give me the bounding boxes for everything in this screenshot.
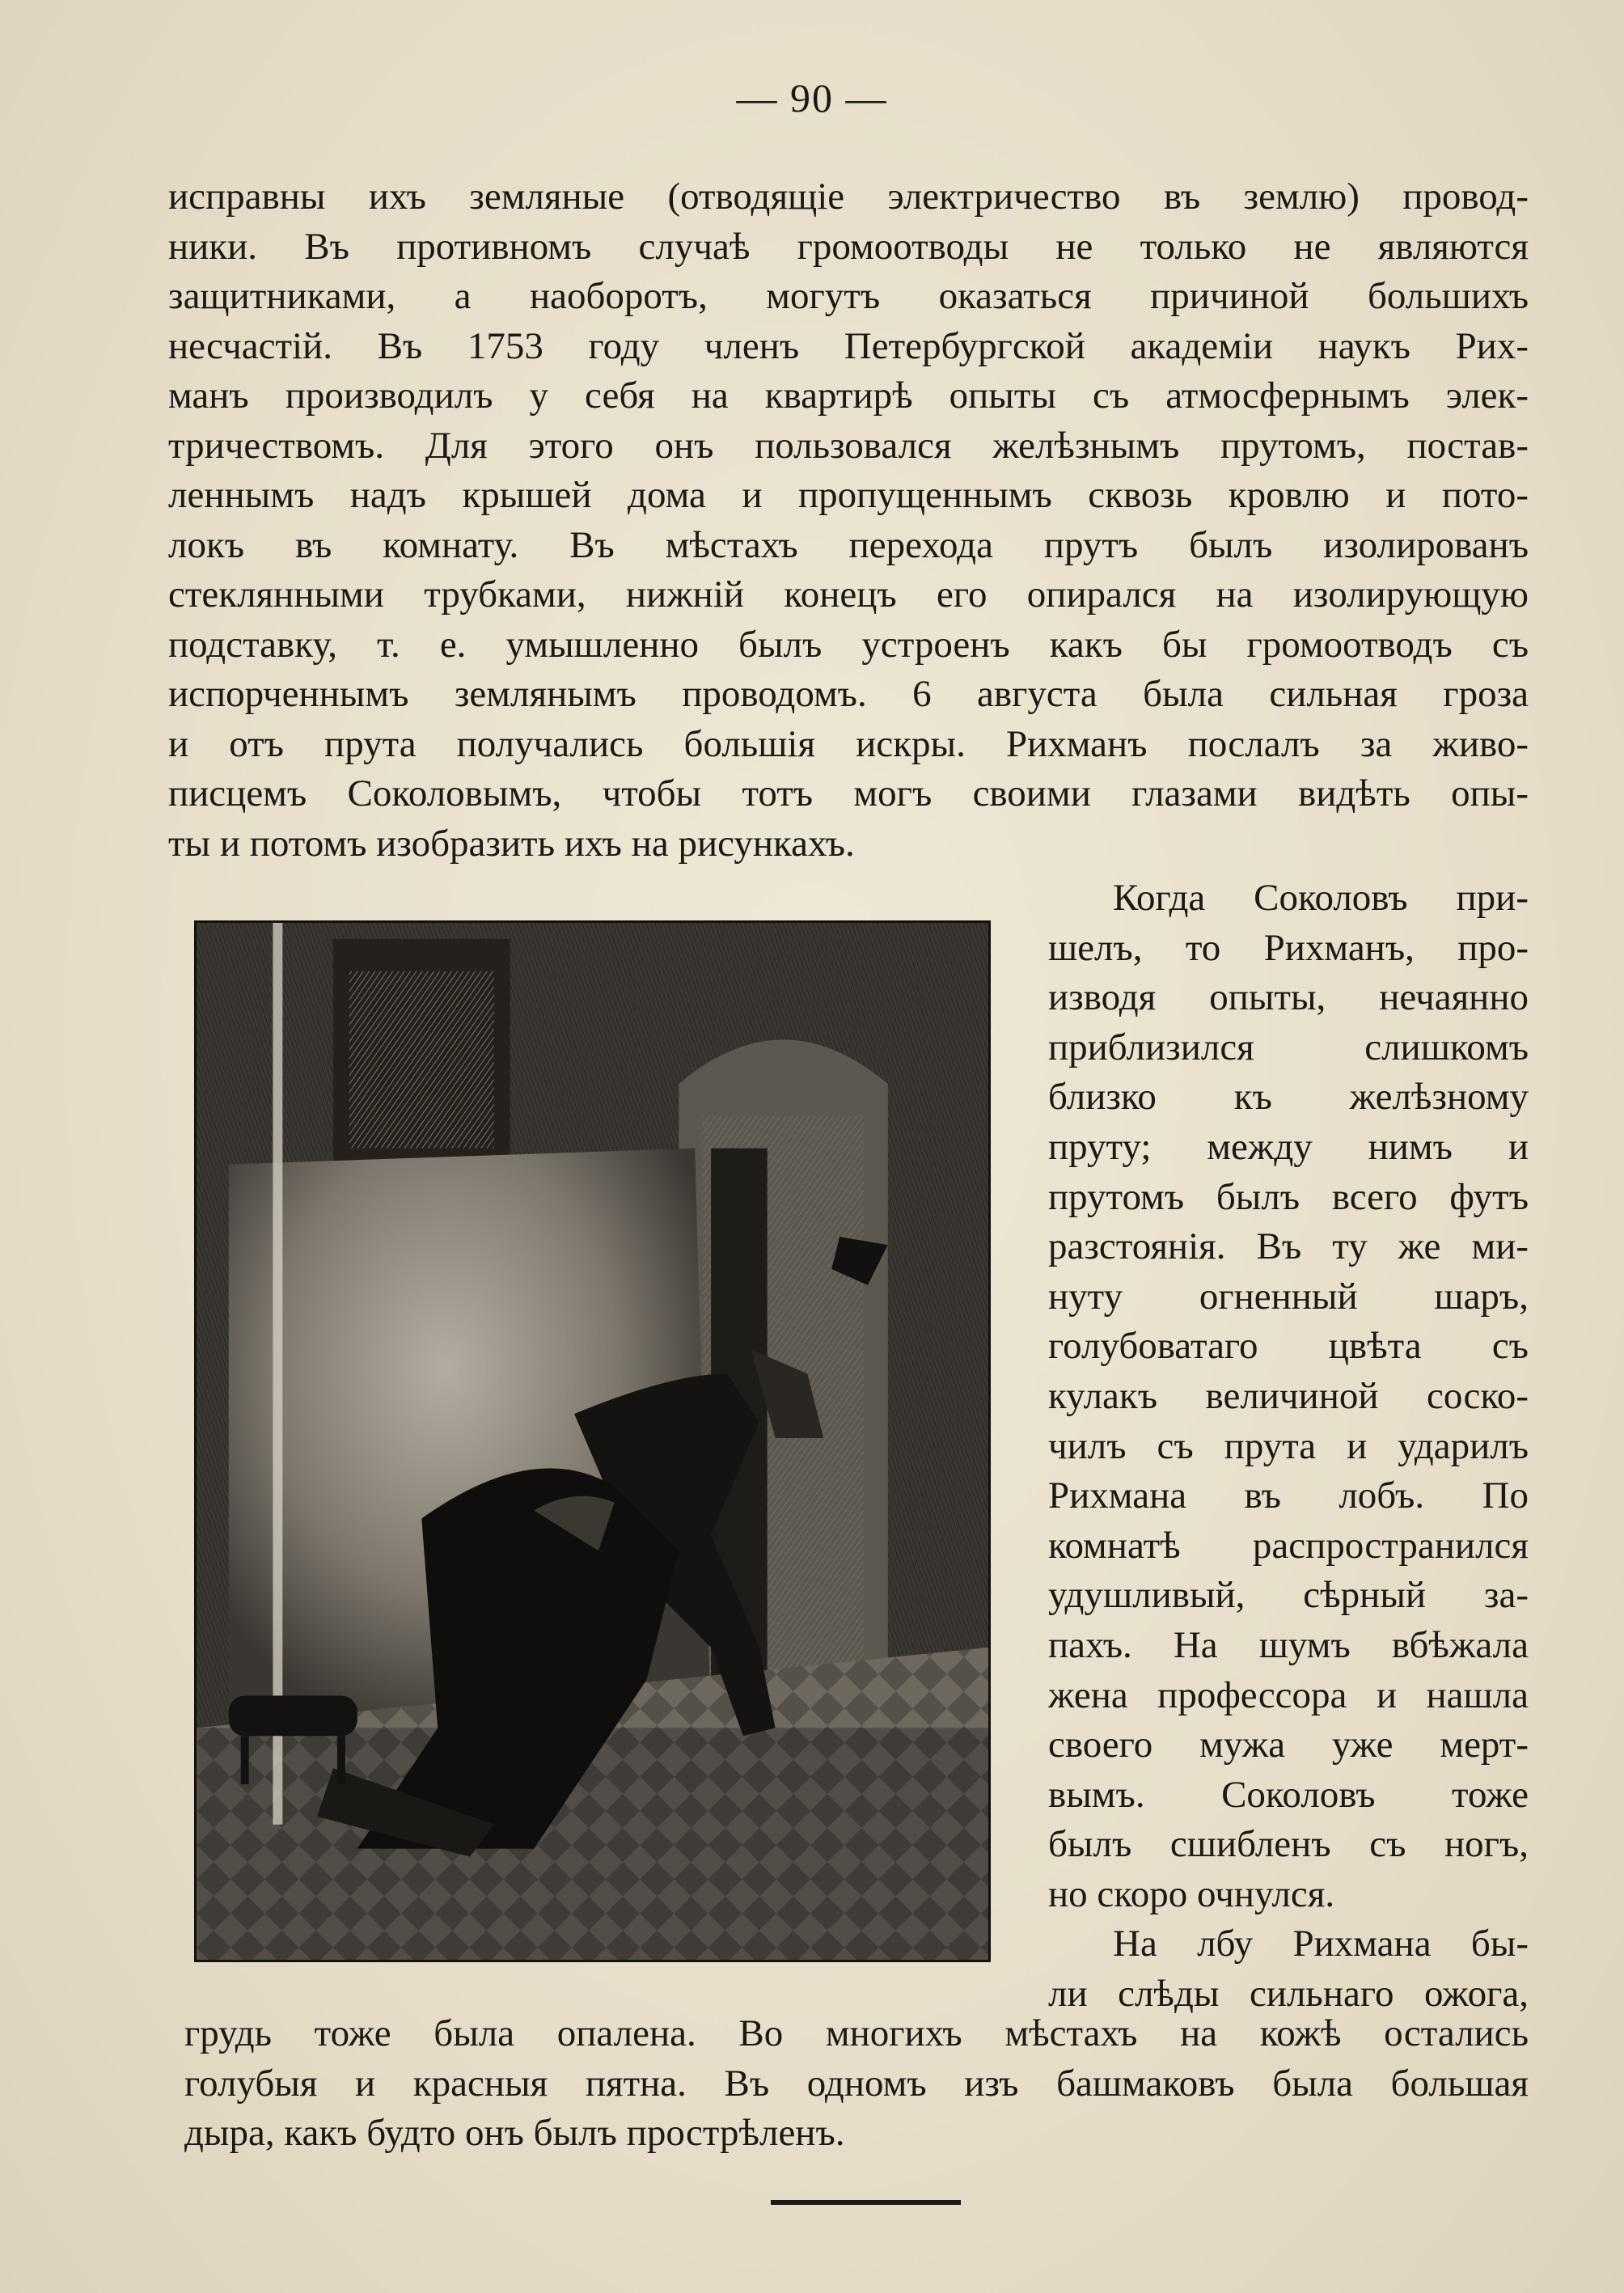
text-line: леннымъ надъ крышей дома и пропущеннымъ сквозь кровлю и пото- xyxy=(168,474,1529,516)
text-line: чилъ съ прута и ударилъ xyxy=(1048,1424,1529,1467)
text-line: На лбу Рихмана бы- xyxy=(1113,1923,1529,1965)
text-line: удушливый, сѣрный за- xyxy=(1048,1574,1529,1617)
text-line: стеклянными трубками, нижній конецъ его опирался на изолирующую xyxy=(168,573,1529,616)
text-line: голубыя и красныя пятна. Въ одномъ изъ башмаковъ была большая xyxy=(184,2062,1529,2105)
text-line: но скоро очнулся. xyxy=(1048,1872,1335,1915)
text-line: приблизился слишкомъ xyxy=(1048,1026,1529,1068)
text-line: дыра, какъ будто онъ былъ прострѣленъ. xyxy=(184,2112,845,2154)
text-line: ли слѣды сильнаго ожога, xyxy=(1048,1973,1529,2016)
text-line: вымъ. Соколовъ тоже xyxy=(1048,1773,1529,1816)
text-line: пахъ. На шумъ вбѣжала xyxy=(1048,1623,1529,1666)
text-line: голубоватаго цвѣта съ xyxy=(1048,1325,1529,1368)
paragraph-bottom xyxy=(184,2009,1529,2159)
text-line: жена профессора и нашла xyxy=(1048,1673,1529,1716)
text-line: Рихмана въ лобъ. По xyxy=(1048,1474,1529,1517)
text-line: пруту; между нимъ и xyxy=(1048,1125,1529,1168)
text-line: близко къ желѣзному xyxy=(1048,1076,1529,1119)
text-line: комнатѣ распространился xyxy=(1048,1524,1529,1567)
text-line: шелъ, то Рихманъ, про- xyxy=(1048,926,1529,969)
text-line: локъ въ комнату. Въ мѣстахъ перехода прутъ былъ изолированъ xyxy=(168,523,1529,566)
text-line: Когда Соколовъ при- xyxy=(1113,877,1529,919)
text-line: грудь тоже была опалена. Во многихъ мѣстахъ на кожѣ остались xyxy=(184,2012,1529,2054)
text-line: нуту огненный шаръ, xyxy=(1048,1275,1529,1318)
paragraph-side xyxy=(1048,874,1529,2020)
text-line: испорченнымъ землянымъ проводомъ. 6 августа была сильная гроза xyxy=(168,673,1529,715)
text-line: своего мужа уже мерт- xyxy=(1048,1724,1529,1766)
text-line: прутомъ былъ всего футъ xyxy=(1048,1175,1529,1218)
page-number: — 90 — xyxy=(736,75,888,121)
text-line: манъ производилъ у себя на квартирѣ опыты съ атмосфернымъ элек- xyxy=(168,374,1529,417)
text-line: исправны ихъ земляные (отводящіе электричество въ землю) провод- xyxy=(168,176,1529,218)
paragraph-top xyxy=(168,172,1529,869)
text-line: кулакъ величиной соско- xyxy=(1048,1374,1529,1417)
text-line: писцемъ Соколовымъ, чтобы тотъ могъ своими глазами видѣть опы- xyxy=(168,772,1529,814)
engraving-illustration-icon xyxy=(194,920,991,1962)
section-divider xyxy=(771,2200,961,2205)
text-line: и отъ прута получались большія искры. Рихманъ послалъ за живо- xyxy=(168,722,1529,765)
illustration-svg xyxy=(197,923,988,1960)
text-line: подставку, т. е. умышленно былъ устроенъ какъ бы громоотводъ съ xyxy=(168,623,1529,666)
text-line: ники. Въ противномъ случаѣ громоотводы не только не являются xyxy=(168,225,1529,268)
text-line: тричествомъ. Для этого онъ пользовался желѣзнымъ прутомъ, постав- xyxy=(168,424,1529,467)
text-line: защитниками, а наоборотъ, могутъ оказаться причиной большихъ xyxy=(168,275,1529,317)
text-line: несчастій. Въ 1753 году членъ Петербургской академіи наукъ Рих- xyxy=(168,324,1529,367)
text-line: ты и потомъ изобразить ихъ на рисункахъ. xyxy=(168,822,855,865)
text-line: былъ сшибленъ съ ногъ, xyxy=(1048,1823,1529,1866)
text-line: разстоянія. Въ ту же ми- xyxy=(1048,1225,1529,1268)
text-line: изводя опыты, нечаянно xyxy=(1048,976,1529,1019)
